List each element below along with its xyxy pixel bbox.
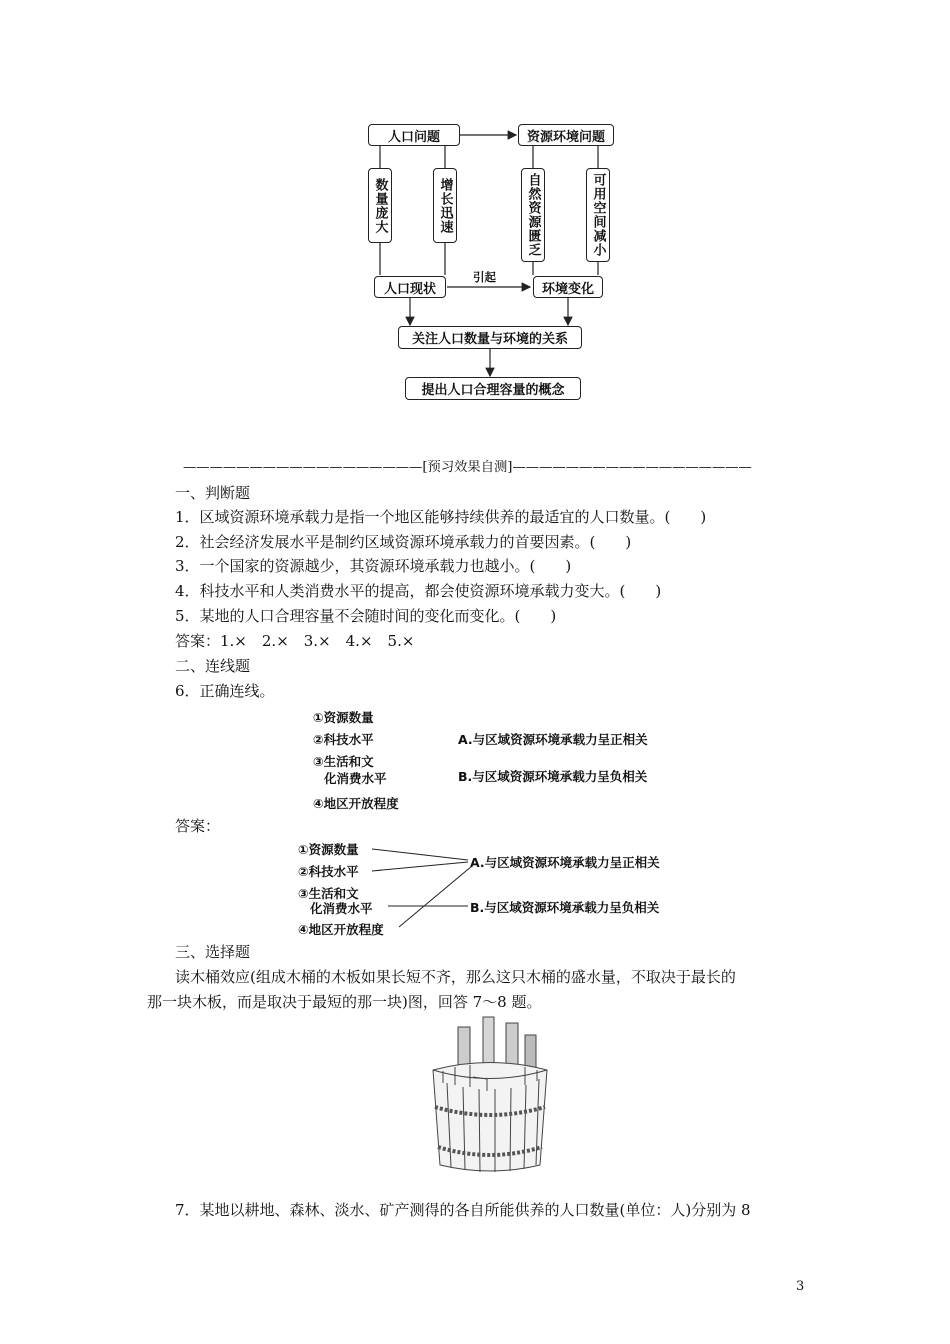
part2-heading: 二、连线题 [175,657,251,675]
answer-left-1: ①资源数量 [298,842,359,857]
left-item-3b: 化消费水平 [324,771,387,786]
part1-heading: 一、判断题 [175,484,251,502]
resource-env-problem-box: 资源环境问题 [518,124,614,146]
judgement-item-2: 2．社会经济发展水平是制约区域资源环境承载力的首要因素。( ) [175,533,632,551]
judgement-item-1: 1．区域资源环境承载力是指一个地区能够持续供养的最适宜的人口数量。( ) [175,508,707,526]
answer-left-3b: 化消费水平 [310,901,373,916]
answer-left-3a: ③生活和文 [298,886,359,901]
left-item-3a: ③生活和文 [313,754,374,769]
propose-concept-box: 提出人口合理容量的概念 [405,377,581,400]
answer-right-a: A.与区域资源环境承载力呈正相关 [470,855,660,870]
rapid-growth-box: 增长迅速 [433,168,457,243]
page-number: 3 [796,1279,805,1294]
section-divider: ——————————————————[预习效果自测]—————————————————— [183,460,752,475]
resource-shortage-box: 自然资源匮乏 [521,168,545,262]
population-problem-box: 人口问题 [368,124,460,146]
population-status-box: 人口现状 [374,276,446,298]
answer-connectors [0,830,950,940]
part3-intro-line1: 读木桶效应(组成木桶的木板如果长短不齐，那么这只木桶的盛水量，不取决于最长的 [175,968,736,986]
part3-intro-line2: 那一块木板，而是取决于最短的那一块)图，回答 7～8 题。 [147,993,542,1011]
question-6: 6．正确连线。 [175,682,275,700]
judgement-item-4: 4．科技水平和人类消费水平的提高，都会使资源环境承载力变大。( ) [175,582,662,600]
flowchart-connectors [0,0,950,420]
space-reduced-box: 可用空间减小 [586,168,610,262]
right-item-a: A.与区域资源环境承载力呈正相关 [458,732,648,747]
judgement-item-3: 3．一个国家的资源越少，其资源环境承载力也越小。( ) [175,557,572,575]
part3-heading: 三、选择题 [175,943,251,961]
wooden-barrel-illustration [425,1015,555,1190]
question-7: 7．某地以耕地、森林、淡水、矿产测得的各自所能供养的人口数量(单位：人)分别为 8 [175,1201,751,1219]
answer-left-4: ④地区开放程度 [298,922,384,937]
cause-label: 引起 [473,270,496,284]
env-change-box: 环境变化 [533,276,603,298]
part1-answer: 答案：1.× 2.× 3.× 4.× 5.× [175,632,415,650]
answer-left-2: ②科技水平 [298,864,359,879]
large-number-box: 数量庞大 [368,168,392,243]
left-item-1: ①资源数量 [313,710,374,725]
focus-relation-box: 关注人口数量与环境的关系 [398,326,582,349]
part2-answer-label: 答案： [175,817,221,835]
answer-right-b: B.与区域资源环境承载力呈负相关 [470,900,660,915]
left-item-4: ④地区开放程度 [313,796,399,811]
judgement-item-5: 5．某地的人口合理容量不会随时间的变化而变化。( ) [175,607,557,625]
left-item-2: ②科技水平 [313,732,374,747]
right-item-b: B.与区域资源环境承载力呈负相关 [458,769,648,784]
